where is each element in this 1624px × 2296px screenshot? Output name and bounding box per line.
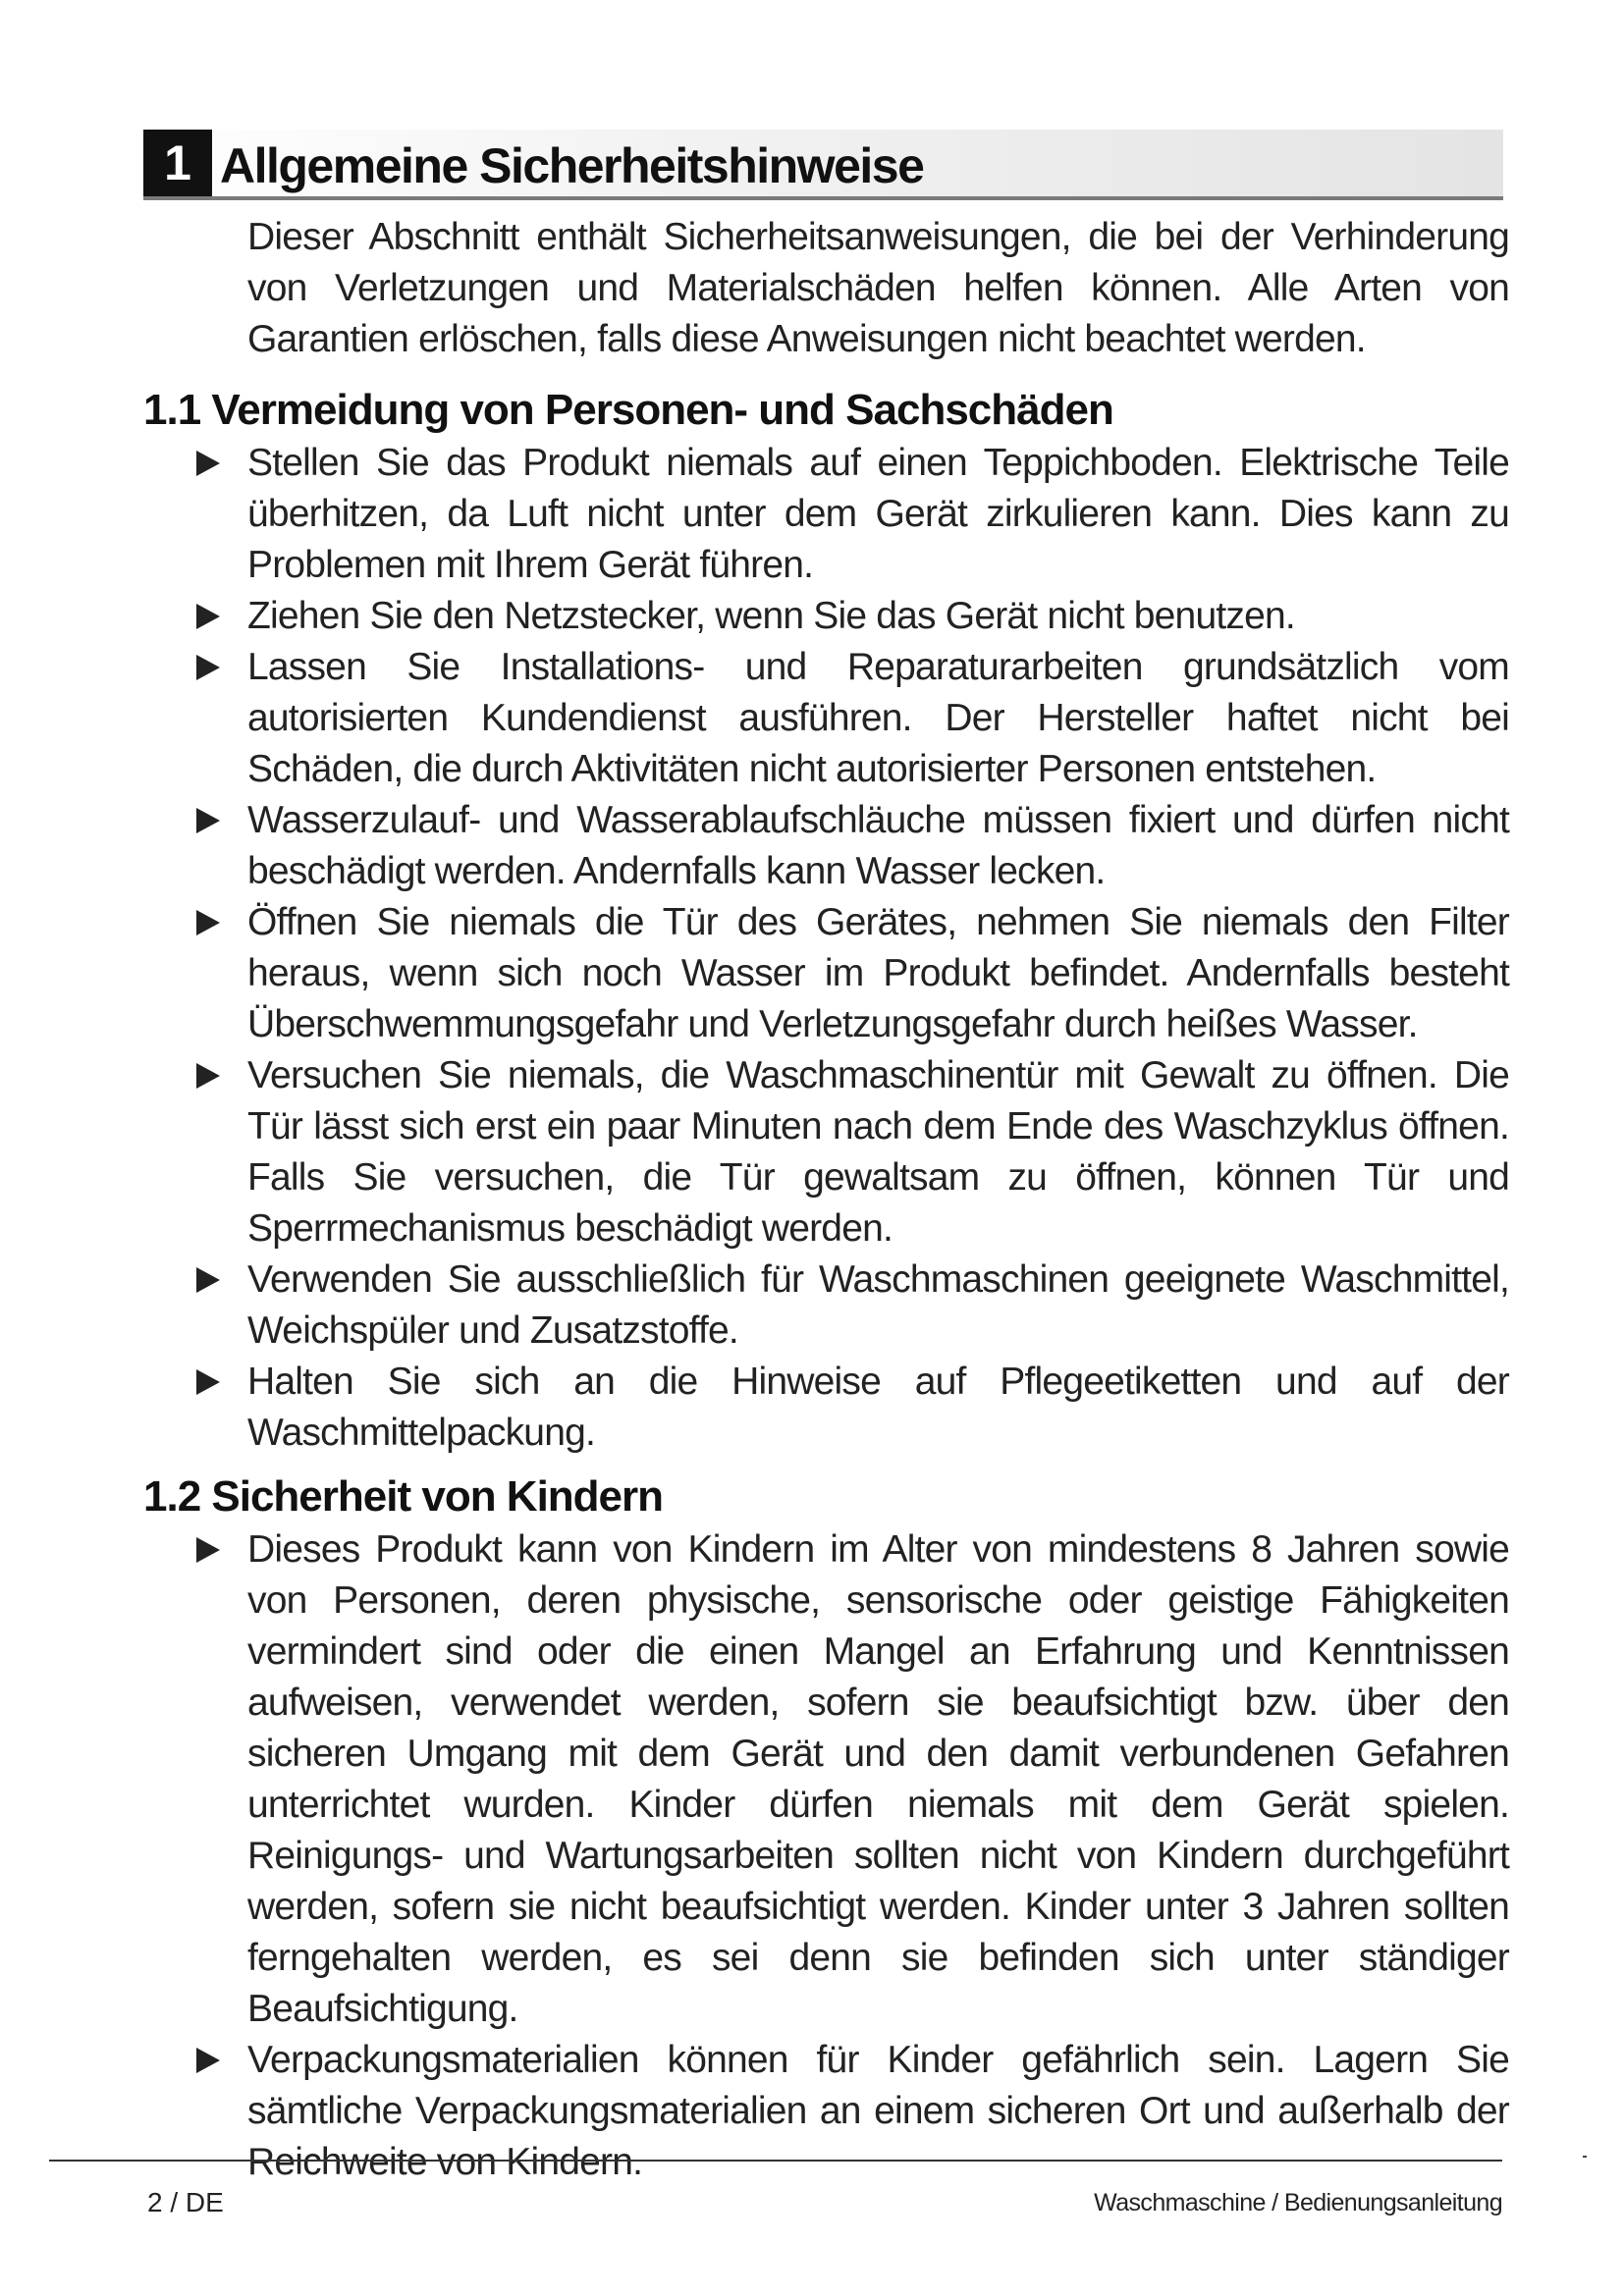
list-item (192, 438, 1509, 591)
triangle-right-icon (196, 808, 220, 833)
chapter-intro: Dieser Abschnitt enthält Sicherheitsanweisungen, die bei der Verhinderung von Verletzungen und Materialschäden helfen können. Alle Arten von Garantien erlöschen, falls diese Anweisungen nicht beachtet werden. (247, 216, 1509, 360)
list-item (192, 2035, 1509, 2188)
bullet-text: Verpackungsmaterialien können für Kinder gefährlich sein. Lagern Sie sämtliche Verpackungsmaterialien an einem sicheren Ort und außerhalb der Reichweite von Kindern. (247, 2039, 1509, 2183)
footer-document-title: Waschmaschine / Bedienungsanleitung (1094, 2189, 1502, 2216)
page-number: 2 / DE (147, 2187, 224, 2217)
section-heading-1-1: 1.1 Vermeidung von Personen- und Sachschäden (143, 386, 1113, 434)
footer-divider (49, 2160, 1502, 2162)
bullet-text: Wasserzulauf- und Wasserablaufschläuche müssen fixiert und dürfen nicht beschädigt werden. Andernfalls kann Wasser lecken. (247, 799, 1509, 892)
triangle-right-icon (196, 604, 220, 629)
bullet-list-1-1 (192, 438, 1509, 1459)
list-item (192, 795, 1509, 897)
triangle-right-icon (196, 1369, 220, 1395)
bullet-text: Lassen Sie Installations- und Reparaturarbeiten grundsätzlich vom autorisierten Kundendienst ausführen. Der Hersteller haftet nicht bei Schäden, die durch Aktivitäten nicht autorisierter Personen entstehen. (247, 646, 1509, 790)
bullet-text: Verwenden Sie ausschließlich für Waschmaschinen geeignete Waschmittel, Weichspüler und Zusatzstoffe. (247, 1258, 1509, 1352)
chapter-header (143, 130, 1503, 200)
list-item (192, 1357, 1509, 1459)
bullet-list-1-2 (192, 1524, 1509, 2188)
chapter-number: 1 (143, 130, 212, 196)
triangle-right-icon (196, 910, 220, 935)
list-item (192, 897, 1509, 1050)
triangle-right-icon (196, 2048, 220, 2073)
bullet-text: Stellen Sie das Produkt niemals auf einen Teppichboden. Elektrische Teile überhitzen, da Luft nicht unter dem Gerät zirkulieren kann. Dies kann zu Problemen mit Ihrem Gerät führen. (247, 442, 1509, 586)
list-item (192, 591, 1509, 642)
triangle-right-icon (196, 1267, 220, 1293)
triangle-right-icon (196, 655, 220, 680)
bullet-text: Versuchen Sie niemals, die Waschmaschinentür mit Gewalt zu öffnen. Die Tür lässt sich erst ein paar Minuten nach dem Ende des Waschzyklus öffnen. Falls Sie versuchen, die Tür gewaltsam zu öffnen, können Tür und Sperrmechanismus beschädigt werden. (247, 1054, 1509, 1250)
triangle-right-icon (196, 1537, 220, 1563)
bullet-text: Öffnen Sie niemals die Tür des Gerätes, nehmen Sie niemals den Filter heraus, wenn sich noch Wasser im Produkt befindet. Andernfalls besteht Überschwemmungsgefahr und Verletzungsgefahr durch heißes Wasser. (247, 901, 1509, 1045)
bullet-text: Dieses Produkt kann von Kindern im Alter von mindestens 8 Jahren sowie von Personen, deren physische, sensorische oder geistige Fähigkeiten vermindert sind oder die einen Mangel an Erfahrung und Kenntnissen aufweisen, verwendet werden, sofern sie beaufsichtigt bzw. über den sicheren Umgang mit dem Gerät und den damit verbundenen Gefahren unterrichtet wurden. Kinder dürfen niemals mit dem Gerät spielen. Reinigungs- und Wartungsarbeiten sollten nicht von Kindern durchgeführt werden, sofern sie nicht beaufsichtigt werden. Kinder unter 3 Jahren sollten ferngehalten werden, es sei denn sie befinden sich unter ständiger Beaufsichtigung. (247, 1528, 1509, 2030)
bullet-text: Ziehen Sie den Netzstecker, wenn Sie das Gerät nicht benutzen. (247, 595, 1295, 637)
triangle-right-icon (196, 451, 220, 476)
bullet-text: Halten Sie sich an die Hinweise auf Pflegeetiketten und auf der Waschmittelpackung. (247, 1361, 1509, 1454)
list-item (192, 1255, 1509, 1357)
triangle-right-icon (196, 1063, 220, 1089)
section-heading-1-2: 1.2 Sicherheit von Kindern (143, 1472, 664, 1521)
chapter-title: Allgemeine Sicherheitshinweise (220, 138, 924, 193)
list-item (192, 1524, 1509, 2035)
edge-mark (1583, 2156, 1587, 2158)
list-item (192, 1050, 1509, 1255)
list-item (192, 642, 1509, 795)
